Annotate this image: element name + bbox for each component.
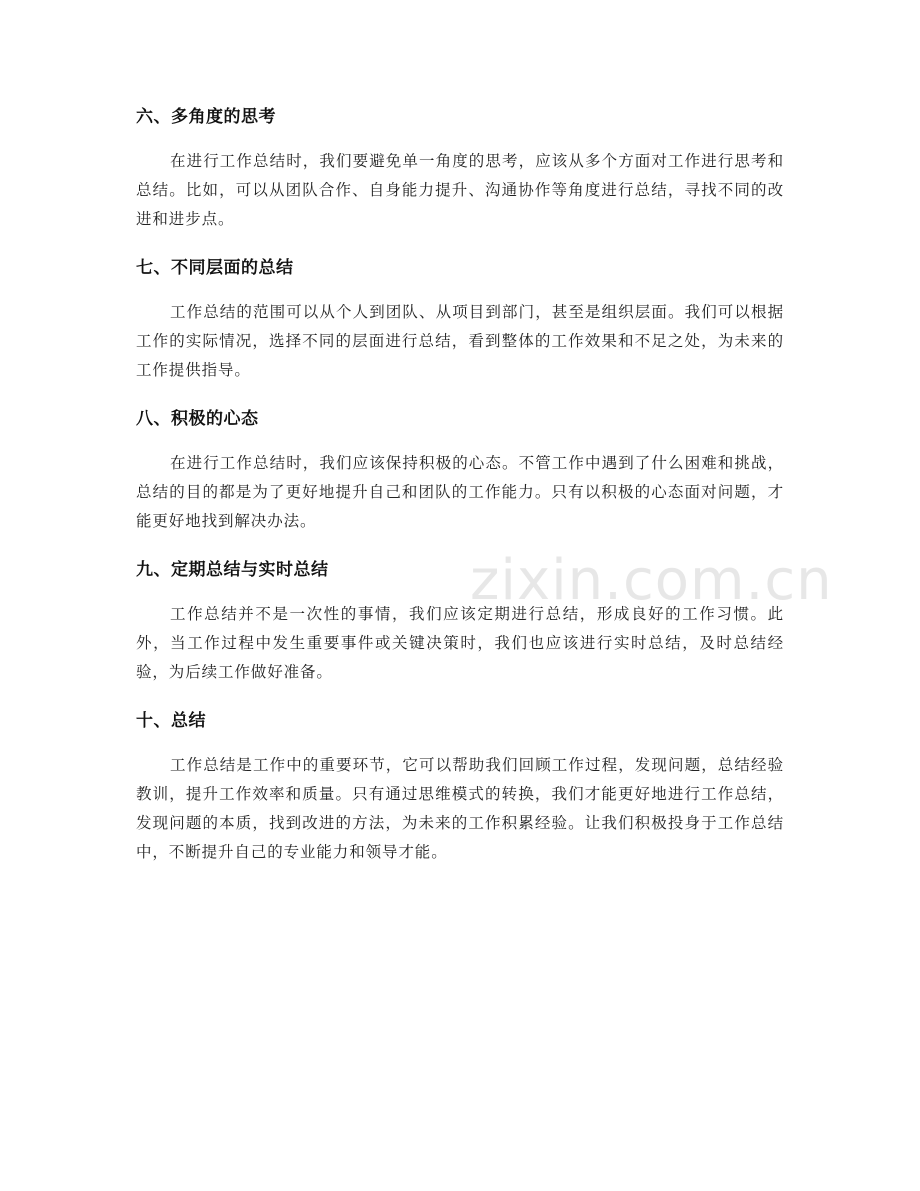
section-paragraph: 工作总结是工作中的重要环节，它可以帮助我们回顾工作过程，发现问题，总结经验教训，提升工作效率和质量。只有通过思维模式的转换，我们才能更好地进行工作总结，发现问题的本质，找到改进的方法，为未来的工作积累经验。让我们积极投身于工作总结中，不断提升自己的专业能力和领导才能。: [136, 756, 784, 861]
document-content: [136, 104, 784, 888]
section-heading: 八、积极的心态: [136, 409, 259, 429]
section-multi-angle-thinking: [136, 104, 784, 234]
section-paragraph: 工作总结的范围可以从个人到团队、从项目到部门，甚至是组织层面。我们可以根据工作的实际情况，选择不同的层面进行总结，看到整体的工作效果和不足之处，为未来的工作提供指导。: [136, 303, 784, 379]
section-different-levels: [136, 255, 784, 385]
section-paragraph: 工作总结并不是一次性的事情，我们应该定期进行总结，形成良好的工作习惯。此外，当工作过程中发生重要事件或关键决策时，我们也应该进行实时总结，及时总结经验，为后续工作做好准备。: [136, 605, 784, 681]
section-heading: 十、总结: [136, 711, 206, 731]
section-periodic-and-realtime: [136, 557, 784, 687]
watermark-text: zixin.com.cn: [470, 548, 833, 613]
section-paragraph: 在进行工作总结时，我们要避免单一角度的思考，应该从多个方面对工作进行思考和总结。比如，可以从团队合作、自身能力提升、沟通协作等角度进行总结，寻找不同的改进和进步点。: [136, 152, 784, 228]
section-heading: 七、不同层面的总结: [136, 258, 294, 278]
section-heading: 六、多角度的思考: [136, 107, 276, 127]
section-positive-attitude: [136, 406, 784, 536]
section-heading: 九、定期总结与实时总结: [136, 560, 329, 580]
section-conclusion: [136, 708, 784, 867]
section-paragraph: 在进行工作总结时，我们应该保持积极的心态。不管工作中遇到了什么困难和挑战，总结的目的都是为了更好地提升自己和团队的工作能力。只有以积极的心态面对问题，才能更好地找到解决办法。: [136, 454, 784, 530]
